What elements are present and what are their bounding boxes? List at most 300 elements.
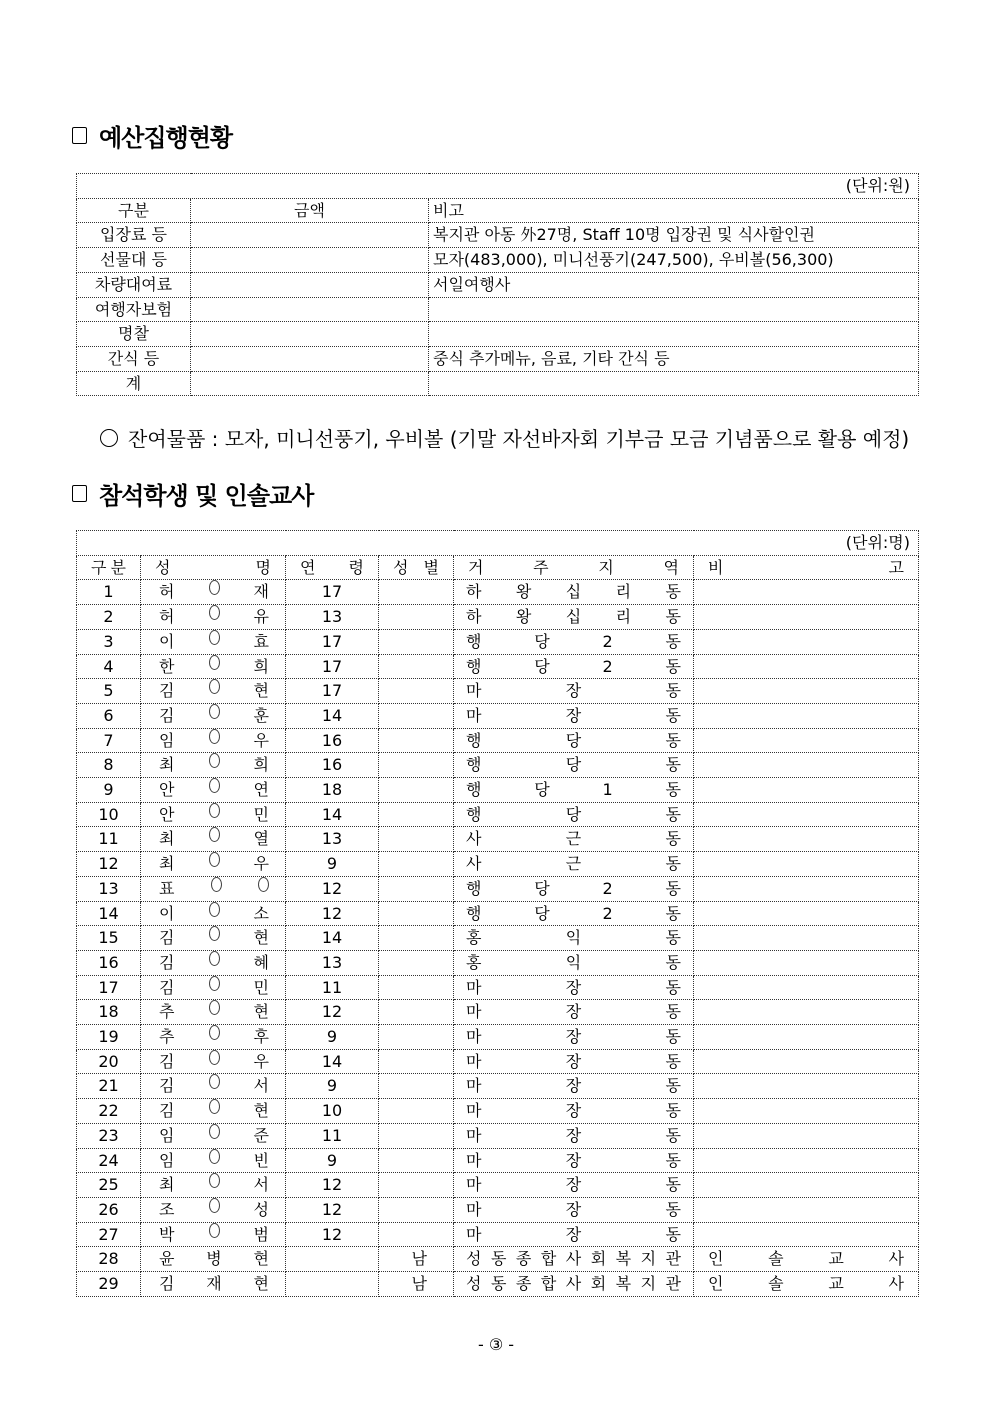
budget-note <box>429 297 919 322</box>
participant-note <box>694 1074 919 1099</box>
participant-gender <box>379 1000 454 1025</box>
participant-gender <box>379 901 454 926</box>
name-char: 연 <box>253 780 269 800</box>
participant-gender <box>379 950 454 975</box>
name-char: 최 <box>159 755 175 775</box>
area-char: 동 <box>665 1175 681 1195</box>
area-char: 2 <box>602 903 613 923</box>
name-char: 이 <box>159 631 175 651</box>
area-char: 복 <box>615 1249 632 1269</box>
participant-name <box>141 975 286 1000</box>
area-char: 종 <box>515 1274 532 1294</box>
participant-gender <box>379 1197 454 1222</box>
area-char: 회 <box>590 1249 607 1269</box>
name-char: 훈 <box>253 705 269 725</box>
participant-note <box>694 852 919 877</box>
participant-name <box>141 703 286 728</box>
participant-gender <box>379 1222 454 1247</box>
participant-area <box>454 827 694 852</box>
participants-header-cell <box>454 555 694 580</box>
participant-name <box>141 876 286 901</box>
participant-row <box>77 1247 919 1272</box>
participant-age: 18 <box>286 778 379 803</box>
participant-no: 26 <box>77 1197 141 1222</box>
area-char: 성 <box>466 1249 482 1269</box>
name-char: 재 <box>253 582 269 602</box>
area-char: 합 <box>540 1274 557 1294</box>
participant-name <box>141 1025 286 1050</box>
area-char: 장 <box>565 1150 582 1170</box>
participant-age: 14 <box>286 703 379 728</box>
masked-char-icon <box>209 1223 220 1238</box>
participant-note <box>694 728 919 753</box>
area-char: 동 <box>665 1101 681 1121</box>
participant-age: 13 <box>286 827 379 852</box>
name-char: 김 <box>159 1076 175 1096</box>
participant-note <box>694 679 919 704</box>
participant-gender <box>379 753 454 778</box>
area-char: 지 <box>640 1274 657 1294</box>
participant-row <box>77 876 919 901</box>
name-char: 안 <box>159 780 175 800</box>
participants-header-cell <box>379 555 454 580</box>
participant-no: 12 <box>77 852 141 877</box>
participant-row <box>77 728 919 753</box>
budget-note: 서일여행사 <box>429 272 919 297</box>
area-char: 리 <box>615 582 632 602</box>
area-char: 당 <box>534 656 550 676</box>
participant-row <box>77 1123 919 1148</box>
area-char: 동 <box>665 903 681 923</box>
masked-char-icon <box>209 926 220 941</box>
budget-amount <box>191 322 429 347</box>
area-char: 장 <box>565 1027 582 1047</box>
participant-area <box>454 629 694 654</box>
participant-note <box>694 580 919 605</box>
area-char: 장 <box>565 1224 582 1244</box>
participant-area <box>454 1148 694 1173</box>
area-char: 지 <box>640 1249 657 1269</box>
participant-name <box>141 1272 286 1297</box>
participant-row <box>77 926 919 951</box>
participant-age: 14 <box>286 926 379 951</box>
participant-note <box>694 827 919 852</box>
name-char: 표 <box>159 878 175 898</box>
header-char: 별 <box>423 557 439 577</box>
header-char: 분 <box>110 557 126 577</box>
participant-name <box>141 1148 286 1173</box>
budget-row <box>77 371 919 396</box>
participant-name <box>141 605 286 630</box>
participant-name <box>141 1197 286 1222</box>
participant-row <box>77 1000 919 1025</box>
area-char: 동 <box>665 1224 681 1244</box>
participant-area <box>454 679 694 704</box>
area-char: 장 <box>565 1199 582 1219</box>
budget-amount <box>191 297 429 322</box>
header-char: 성 <box>393 557 409 577</box>
participant-row <box>77 1049 919 1074</box>
participant-area <box>454 1049 694 1074</box>
name-char: 임 <box>159 730 175 750</box>
participant-name <box>141 950 286 975</box>
participant-name <box>141 728 286 753</box>
area-char: 행 <box>466 730 482 750</box>
participant-row <box>77 679 919 704</box>
participant-area <box>454 1000 694 1025</box>
area-char: 사 <box>565 1274 582 1294</box>
masked-char-icon <box>209 1124 220 1139</box>
area-char: 성 <box>466 1274 482 1294</box>
header-amount: 금액 <box>191 198 429 223</box>
budget-row <box>77 297 919 322</box>
participant-age: 10 <box>286 1099 379 1124</box>
name-char: 김 <box>159 1101 175 1121</box>
name-char: 현 <box>253 1101 269 1121</box>
area-char: 마 <box>466 1199 482 1219</box>
budget-amount <box>191 371 429 396</box>
participant-no: 7 <box>77 728 141 753</box>
participant-no: 5 <box>77 679 141 704</box>
area-char: 장 <box>565 1051 582 1071</box>
participant-age: 13 <box>286 605 379 630</box>
area-char: 동 <box>665 1199 681 1219</box>
participant-row <box>77 1074 919 1099</box>
participant-name <box>141 679 286 704</box>
header-char: 구 <box>91 557 107 577</box>
header-char: 고 <box>888 557 904 577</box>
participant-gender <box>379 728 454 753</box>
name-char: 민 <box>253 977 269 997</box>
area-char: 행 <box>466 631 482 651</box>
participant-note <box>694 1173 919 1198</box>
header-char: 지 <box>598 557 614 577</box>
checkbox-square-icon <box>72 127 87 144</box>
area-char: 마 <box>466 1224 482 1244</box>
participant-no: 29 <box>77 1272 141 1297</box>
participant-note <box>694 1247 919 1272</box>
budget-category: 선물대 등 <box>77 248 191 273</box>
name-char: 우 <box>253 854 269 874</box>
area-char: 근 <box>565 854 582 874</box>
budget-header-row <box>77 198 919 223</box>
header-char: 역 <box>663 557 679 577</box>
masked-char-icon <box>209 902 220 917</box>
participant-note <box>694 901 919 926</box>
name-char: 박 <box>159 1224 175 1244</box>
participant-gender <box>379 827 454 852</box>
participant-age: 14 <box>286 802 379 827</box>
area-char: 동 <box>665 730 681 750</box>
area-char: 동 <box>665 928 681 948</box>
header-char: 성 <box>155 557 171 577</box>
participant-area <box>454 1247 694 1272</box>
name-char: 현 <box>253 681 269 701</box>
area-char: 동 <box>665 1027 681 1047</box>
area-char: 사 <box>466 854 482 874</box>
header-category: 구분 <box>77 198 191 223</box>
note-char: 사 <box>888 1249 904 1269</box>
participant-row <box>77 629 919 654</box>
name-char: 서 <box>253 1175 269 1195</box>
participant-note <box>694 802 919 827</box>
participant-no: 24 <box>77 1148 141 1173</box>
participant-name <box>141 1099 286 1124</box>
area-char: 사 <box>565 1249 582 1269</box>
masked-char-icon <box>209 778 220 793</box>
participant-area <box>454 703 694 728</box>
participant-gender <box>379 1148 454 1173</box>
note-char: 사 <box>888 1274 904 1294</box>
participant-no: 8 <box>77 753 141 778</box>
budget-section-title: 예산집행현황 <box>72 118 232 153</box>
area-char: 마 <box>466 1175 482 1195</box>
masked-char-icon <box>209 605 220 620</box>
participant-gender <box>379 703 454 728</box>
area-char: 동 <box>665 1002 681 1022</box>
note-char: 인 <box>708 1249 724 1269</box>
name-char: 열 <box>253 829 269 849</box>
participant-no: 25 <box>77 1173 141 1198</box>
area-char: 장 <box>565 1125 582 1145</box>
participant-area <box>454 778 694 803</box>
participant-gender <box>379 802 454 827</box>
name-char: 김 <box>159 705 175 725</box>
area-char: 동 <box>665 1150 681 1170</box>
participant-row <box>77 703 919 728</box>
participant-note <box>694 605 919 630</box>
area-char: 마 <box>466 681 482 701</box>
name-char: 김 <box>159 681 175 701</box>
area-char: 장 <box>565 1101 582 1121</box>
participant-note <box>694 703 919 728</box>
name-char: 서 <box>253 1076 269 1096</box>
name-char: 병 <box>206 1249 222 1269</box>
masked-char-icon <box>209 951 220 966</box>
participant-name <box>141 1247 286 1272</box>
participant-gender <box>379 778 454 803</box>
participant-row <box>77 1099 919 1124</box>
masked-char-icon <box>209 1149 220 1164</box>
budget-note: 중식 추가메뉴, 음료, 기타 간식 등 <box>429 346 919 371</box>
participant-note <box>694 1123 919 1148</box>
participant-gender <box>379 580 454 605</box>
participant-note <box>694 950 919 975</box>
participant-area <box>454 1272 694 1297</box>
participant-age: 11 <box>286 1123 379 1148</box>
participants-header-row <box>77 555 919 580</box>
area-char: 동 <box>665 854 681 874</box>
masked-char-icon <box>209 1173 220 1188</box>
masked-char-icon <box>209 729 220 744</box>
name-char: 허 <box>159 607 175 627</box>
area-char: 마 <box>466 1051 482 1071</box>
area-char: 동 <box>665 977 681 997</box>
area-char: 마 <box>466 977 482 997</box>
name-char: 희 <box>253 656 269 676</box>
participant-no: 20 <box>77 1049 141 1074</box>
participant-no: 22 <box>77 1099 141 1124</box>
participant-no: 3 <box>77 629 141 654</box>
area-char: 동 <box>665 1051 681 1071</box>
area-char: 마 <box>466 1150 482 1170</box>
note-char: 교 <box>828 1274 844 1294</box>
name-char: 성 <box>253 1199 269 1219</box>
area-char: 근 <box>565 829 582 849</box>
participant-age: 12 <box>286 876 379 901</box>
participant-note <box>694 778 919 803</box>
participant-gender: 남 <box>379 1247 454 1272</box>
budget-category: 여행자보험 <box>77 297 191 322</box>
participant-note <box>694 1197 919 1222</box>
participant-gender <box>379 1049 454 1074</box>
participant-area <box>454 1099 694 1124</box>
budget-row <box>77 346 919 371</box>
area-char: 홍 <box>466 928 482 948</box>
participant-gender <box>379 876 454 901</box>
name-char: 최 <box>159 854 175 874</box>
participant-row <box>77 1148 919 1173</box>
participant-no: 9 <box>77 778 141 803</box>
participant-age: 12 <box>286 1000 379 1025</box>
name-char: 김 <box>159 952 175 972</box>
participant-gender <box>379 852 454 877</box>
name-char: 소 <box>253 903 269 923</box>
participant-row <box>77 901 919 926</box>
area-char: 동 <box>665 780 681 800</box>
budget-note: 모자(483,000), 미니선풍기(247,500), 우비볼(56,300) <box>429 248 919 273</box>
participant-no: 1 <box>77 580 141 605</box>
area-char: 동 <box>665 755 681 775</box>
budget-row <box>77 272 919 297</box>
participant-area <box>454 1074 694 1099</box>
participant-name <box>141 802 286 827</box>
area-char: 마 <box>466 1002 482 1022</box>
participant-no: 15 <box>77 926 141 951</box>
area-char: 합 <box>540 1249 557 1269</box>
participant-name <box>141 1123 286 1148</box>
participant-row <box>77 802 919 827</box>
participant-row <box>77 605 919 630</box>
area-char: 당 <box>534 780 550 800</box>
name-char: 현 <box>253 1249 269 1269</box>
area-char: 마 <box>466 1076 482 1096</box>
participant-area <box>454 1197 694 1222</box>
participant-gender <box>379 679 454 704</box>
masked-char-icon <box>209 580 220 595</box>
participants-header-cell <box>694 555 919 580</box>
participant-area <box>454 876 694 901</box>
area-char: 동 <box>665 878 681 898</box>
participant-row <box>77 753 919 778</box>
participant-note <box>694 654 919 679</box>
participant-area <box>454 901 694 926</box>
area-char: 마 <box>466 1101 482 1121</box>
area-char: 사 <box>466 829 482 849</box>
participant-name <box>141 753 286 778</box>
participant-name <box>141 778 286 803</box>
budget-row <box>77 248 919 273</box>
participant-no: 23 <box>77 1123 141 1148</box>
masked-char-icon <box>209 827 220 842</box>
area-char: 장 <box>565 1002 582 1022</box>
area-char: 장 <box>565 705 582 725</box>
header-char: 명 <box>255 557 271 577</box>
budget-category: 명찰 <box>77 322 191 347</box>
participant-age: 17 <box>286 629 379 654</box>
name-char: 희 <box>253 755 269 775</box>
area-char: 당 <box>565 804 582 824</box>
participant-age: 16 <box>286 753 379 778</box>
area-char: 2 <box>602 631 613 651</box>
participant-note <box>694 975 919 1000</box>
participant-note <box>694 1222 919 1247</box>
participant-no: 27 <box>77 1222 141 1247</box>
area-char: 동 <box>490 1249 507 1269</box>
area-char: 동 <box>665 829 681 849</box>
area-char: 동 <box>665 1076 681 1096</box>
participant-area <box>454 728 694 753</box>
area-char: 동 <box>665 804 681 824</box>
name-char: 김 <box>159 1274 175 1294</box>
masked-char-icon <box>209 803 220 818</box>
area-char: 2 <box>602 656 613 676</box>
area-char: 당 <box>534 631 550 651</box>
participant-gender <box>379 1123 454 1148</box>
participant-note <box>694 1000 919 1025</box>
participant-name <box>141 1222 286 1247</box>
participant-name <box>141 901 286 926</box>
area-char: 하 <box>466 607 482 627</box>
participants-table <box>76 530 919 1297</box>
masked-char-icon <box>209 1000 220 1015</box>
participant-gender <box>379 1173 454 1198</box>
participant-note <box>694 1025 919 1050</box>
participant-name <box>141 580 286 605</box>
masked-char-icon <box>209 1074 220 1089</box>
participant-area <box>454 580 694 605</box>
area-char: 동 <box>490 1274 507 1294</box>
masked-char-icon <box>209 1099 220 1114</box>
name-char: 유 <box>253 607 269 627</box>
participant-name <box>141 629 286 654</box>
participant-area <box>454 605 694 630</box>
masked-char-icon <box>211 877 222 892</box>
area-char: 마 <box>466 705 482 725</box>
participant-gender <box>379 1099 454 1124</box>
area-char: 관 <box>665 1274 681 1294</box>
name-char: 민 <box>253 804 269 824</box>
name-char: 재 <box>206 1274 222 1294</box>
name-char: 효 <box>253 631 269 651</box>
participants-header-cell <box>141 555 286 580</box>
participant-note <box>694 1148 919 1173</box>
participant-note <box>694 753 919 778</box>
name-char: 윤 <box>159 1249 175 1269</box>
participant-note <box>694 1272 919 1297</box>
participant-note <box>694 629 919 654</box>
area-char: 동 <box>665 607 681 627</box>
area-char: 장 <box>565 1175 582 1195</box>
masked-char-icon <box>209 852 220 867</box>
masked-char-icon <box>209 679 220 694</box>
participant-note <box>694 1049 919 1074</box>
participant-no: 28 <box>77 1247 141 1272</box>
participant-no: 6 <box>77 703 141 728</box>
header-char: 비 <box>708 557 724 577</box>
name-char: 최 <box>159 1175 175 1195</box>
participant-gender <box>379 1025 454 1050</box>
